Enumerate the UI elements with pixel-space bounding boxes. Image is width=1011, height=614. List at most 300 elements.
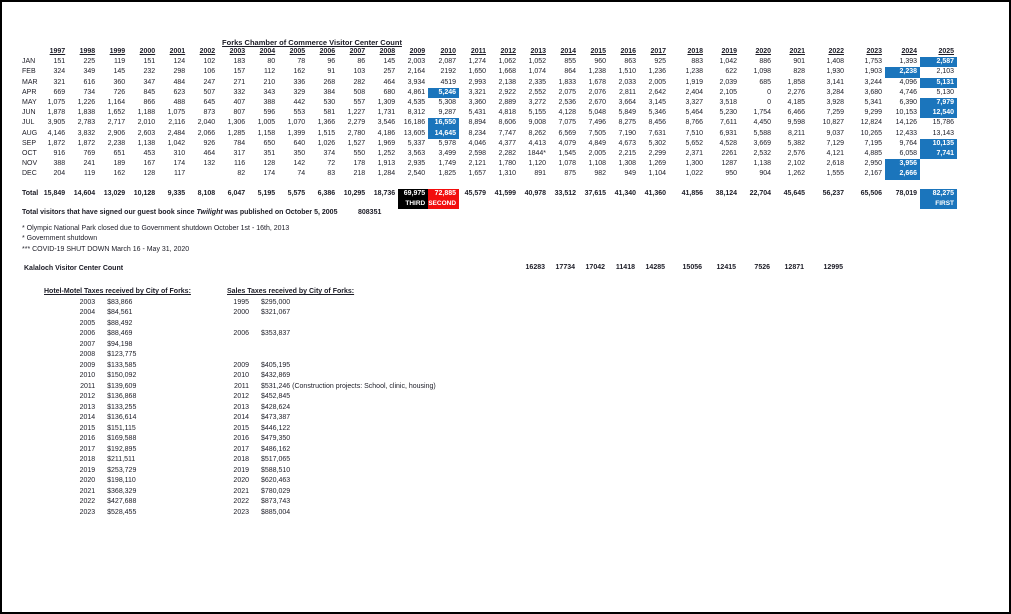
cell-JAN-2001: 124 [173,58,186,66]
cell-SEP-2002: 926 [203,139,216,147]
cell-JUN-2014: 4,128 [558,109,577,117]
year-header-2017: 2017 [650,48,667,55]
cell-MAR-2014: 1,833 [558,78,577,86]
cell-SEP-2011: 4,046 [468,139,487,147]
cell-MAY-2004: 388 [263,99,276,107]
hotel-tax-amount-2010: $150,092 [107,372,137,379]
rank-empty-2011 [459,199,489,209]
cell-FEB-2025: 2,103 [936,68,955,76]
rank-empty-1998 [68,199,98,209]
cell-JUN-1999: 1,652 [107,109,126,117]
kalaloch-value-2004 [248,263,278,273]
cell-DEC-2017: 1,104 [648,170,667,178]
total-cell-1999: 13,029 [103,189,126,197]
rank-empty-1997 [38,199,68,209]
hotel-tax-year-2010: 2010 [79,372,96,379]
year-header-2002: 2002 [199,48,216,55]
cell-OCT-2002: 464 [203,150,216,158]
cell-AUG-2003: 1,285 [227,129,246,137]
cell-OCT-2010: 3,499 [438,150,457,158]
cell-MAY-2012: 2,889 [498,99,517,107]
cell-MAR-2013: 2,335 [528,78,547,86]
cell-JUN-2024: 10,153 [895,109,918,117]
cell-APR-2004: 343 [263,88,276,96]
hotel-tax-amount-2014: $136,614 [107,414,137,421]
cell-JUN-2017: 5,346 [648,109,667,117]
cell-JUN-2002: 873 [203,109,216,117]
kalaloch-value-1997 [38,263,68,273]
cell-APR-2011: 3,321 [468,88,487,96]
total-cell-2023: 65,506 [860,189,883,197]
guestbook-text-prefix: Total visitors that have signed our guest book since [22,209,197,216]
cell-SEP-2008: 1,969 [377,139,396,147]
year-header-2025: 2025 [938,48,955,55]
kalaloch-value-2016: 11418 [615,264,635,271]
year-header-2023: 2023 [866,48,883,55]
hotel-tax-amount-2004: $84,561 [107,309,133,316]
cell-DEC-2010: 1,825 [438,170,457,178]
cell-SEP-1998: 1,872 [77,139,96,147]
cell-AUG-2012: 7,747 [498,129,517,137]
cell-JUL-2004: 1,005 [257,119,276,127]
kalaloch-value-2024 [884,263,919,273]
year-header-2010: 2010 [440,48,457,55]
cell-MAR-2017: 2,005 [648,78,667,86]
cell-SEP-1999: 2,238 [107,139,126,147]
sales-tax-year-2016: 2016 [233,435,249,442]
cell-DEC-2008: 1,284 [377,170,396,178]
cell-FEB-2023: 1,903 [864,68,883,76]
hotel-tax-amount-2019: $253,729 [107,466,137,474]
cell-OCT-2013: 1844* [527,150,547,158]
cell-JAN-2009: 2,003 [407,58,426,66]
cell-FEB-2017: 1,236 [648,68,667,76]
hotel-tax-amount-2018: $211,511 [107,456,136,463]
month-label-NOV: NOV [22,160,38,168]
cell-SEP-2007: 1,527 [347,139,366,147]
cell-FEB-2000: 232 [143,68,156,76]
hotel-tax-amount-2022: $427,688 [107,498,137,505]
cell-APR-2010: 5,246 [428,88,459,98]
cell-MAY-2007: 557 [353,99,366,107]
cell-MAY-2002: 645 [203,99,216,107]
cell-APR-1998: 734 [83,88,96,96]
hotel-tax-amount-2006: $88,469 [107,330,133,337]
cell-JUN-2000: 1,188 [137,109,156,117]
rank-label-2025: FIRST [920,199,957,209]
cell-MAR-2020: 685 [759,78,772,86]
cell-JAN-1998: 225 [83,58,96,66]
cell-NOV-2007: 178 [353,160,366,168]
cell-APR-2024: 4,746 [899,88,918,96]
cell-OCT-2009: 3,563 [407,150,426,158]
cell-APR-2016: 2,811 [619,88,637,96]
total-cell-2005: 5,575 [287,189,306,197]
total-cell-2014: 33,512 [554,189,577,197]
total-cell-2009: 69,975 [398,189,428,199]
kalaloch-value-2015: 17042 [585,264,605,271]
visitor-count-table [22,47,957,209]
month-label-DEC: DEC [22,170,37,178]
cell-FEB-2006: 91 [327,68,336,76]
cell-DEC-1998: 119 [84,170,96,178]
cell-JUN-2008: 1,731 [377,109,396,117]
cell-DEC-2012: 1,310 [498,170,517,178]
total-cell-2006: 6,386 [317,189,336,197]
cell-JUN-2016: 5,849 [618,109,637,117]
cell-SEP-2009: 5,337 [407,139,426,147]
cell-JUL-2016: 8,275 [618,119,637,127]
cell-AUG-2014: 6,569 [558,129,577,137]
spacer-row [22,180,957,189]
cell-SEP-2013: 4,413 [528,139,547,147]
rank-empty-2012 [489,199,519,209]
total-cell-2016: 41,340 [614,189,637,197]
hotel-tax-year-2005: 2005 [79,319,96,327]
cell-APR-2008: 680 [383,88,396,96]
cell-JUL-2024: 14,126 [895,119,918,127]
cell-MAR-2018: 1,919 [685,78,704,86]
cell-MAR-1998: 616 [83,78,96,86]
cell-JAN-2020: 886 [759,58,772,66]
cell-JAN-2004: 80 [267,58,276,66]
cell-JUL-2018: 8,766 [685,119,704,127]
sales-tax-amount-blank-5 [249,350,436,361]
cell-NOV-2001: 174 [173,160,186,168]
cell-AUG-2020: 5,588 [753,129,772,137]
cell-OCT-2016: 2,215 [618,150,637,158]
cell-JAN-2025: 2,587 [920,57,957,67]
hotel-motel-tax-table [44,287,191,518]
hotel-tax-year-2009: 2009 [79,361,96,369]
cell-MAR-2016: 2,033 [618,78,637,86]
hotel-tax-year-2003: 2003 [79,298,96,306]
cell-AUG-2015: 7,505 [588,129,607,137]
cell-NOV-2009: 2,935 [407,160,426,168]
total-cell-2022: 56,237 [822,189,845,197]
cell-JAN-2006: 96 [327,58,336,66]
hotel-tax-year-2013: 2013 [79,403,96,411]
hotel-tax-amount-2003: $83,866 [107,298,133,306]
hotel-tax-year-2021: 2021 [79,487,96,495]
total-cell-2018: 41,856 [681,189,704,197]
guestbook-text-suffix: was published on October 5, 2005 [222,209,338,216]
sales-tax-year-2010: 2010 [233,372,249,379]
year-header-2016: 2016 [620,48,637,55]
cell-JAN-1997: 151 [53,58,66,66]
total-cell-2002: 8,108 [197,189,216,197]
sales-tax-amount-1995: $295,000 [261,298,291,306]
cell-JAN-2022: 1,408 [826,58,845,66]
cell-FEB-2018: 1,238 [685,68,704,76]
hotel-tax-year-2004: 2004 [79,309,96,316]
cell-AUG-2008: 4,186 [377,129,396,137]
year-header-2024: 2024 [901,48,918,55]
cell-OCT-2019: 2261 [721,150,738,158]
cell-DEC-2006: 83 [327,170,336,178]
cell-FEB-2012: 1,668 [498,68,517,76]
cell-JAN-2018: 883 [691,58,704,66]
rank-empty-2014 [549,199,579,209]
cell-FEB-2021: 828 [793,68,806,76]
year-header-1999: 1999 [109,48,126,55]
cell-JAN-2012: 1,062 [498,58,517,66]
cell-AUG-2009: 13,605 [403,129,426,137]
cell-JUL-2000: 2,010 [137,119,156,127]
kalaloch-row-spacer [22,263,38,273]
sales-tax-year-2017: 2017 [233,445,249,453]
cell-MAY-2006: 530 [323,99,336,107]
month-label-AUG: AUG [22,129,38,137]
cell-JUL-2007: 2,279 [347,119,366,127]
cell-MAY-2011: 3,360 [468,99,487,107]
year-header-2001: 2001 [169,48,186,55]
footnote-government-shutdown: * Government shutdown [22,235,98,243]
cell-NOV-2003: 116 [234,160,246,168]
cell-APR-2012: 2,922 [498,88,517,96]
cell-DEC-2023: 2,167 [864,170,883,178]
cell-OCT-2001: 310 [173,150,186,158]
cell-MAR-2022: 3,141 [826,78,845,86]
cell-MAY-2019: 3,518 [719,99,738,107]
cell-JAN-2011: 1,274 [468,58,487,66]
cell-MAR-2015: 1,678 [588,78,607,86]
cell-SEP-2003: 784 [233,139,246,147]
cell-OCT-2003: 317 [233,150,246,158]
cell-DEC-2018: 1,022 [685,170,704,178]
rank-empty-1999 [98,199,128,209]
kalaloch-value-2021: 12871 [784,264,804,271]
cell-APR-2020: 0 [767,88,772,96]
hotel-tax-year-2022: 2022 [79,498,96,505]
rank-empty-2008 [368,199,398,209]
rank-empty-2006 [308,199,338,209]
kalaloch-value-2002 [188,263,218,273]
sales-tax-amount-2021: $780,029 [261,487,291,495]
cell-AUG-2018: 7,510 [685,129,704,137]
cell-NOV-1997: 388 [53,160,66,168]
rank-empty-2021 [774,199,808,209]
cell-AUG-2002: 2,066 [197,129,216,137]
cell-JUL-1999: 2,717 [107,119,126,127]
cell-MAR-2012: 2,138 [498,78,517,86]
cell-SEP-2024: 9,764 [899,139,918,147]
cell-SEP-2020: 3,669 [753,139,772,147]
year-header-2000: 2000 [139,48,156,55]
total-cell-2001: 9,335 [167,189,186,197]
cell-AUG-1999: 2,906 [107,129,126,137]
sales-tax-body [227,298,436,519]
hotel-tax-year-2008: 2008 [79,351,96,358]
cell-SEP-2014: 4,079 [558,139,577,147]
cell-DEC-2013: 891 [534,170,547,178]
sales-tax-amount-2014: $473,387 [261,414,291,421]
cell-MAY-2025: 7,979 [920,98,957,108]
cell-JUL-2011: 8,894 [468,119,487,127]
cell-JUN-2011: 5,431 [468,109,487,117]
cell-MAR-2000: 347 [143,78,156,86]
total-cell-2024: 78,019 [895,189,918,197]
cell-AUG-1997: 4,146 [47,129,66,137]
guestbook-book-title: Twilight [196,209,223,216]
cell-JUN-2023: 9,299 [864,109,883,117]
cell-FEB-2014: 864 [564,68,577,76]
cell-JUN-2022: 7,259 [826,109,845,117]
kalaloch-value-2012 [488,263,518,273]
cell-NOV-2002: 132 [203,160,216,168]
cell-DEC-2021: 1,262 [787,170,806,178]
hotel-tax-amount-2011: $139,609 [107,382,137,390]
total-cell-2015: 37,615 [584,189,607,197]
sales-tax-year-2021: 2021 [233,487,249,495]
sales-tax-amount-2020: $620,463 [261,477,291,484]
hotel-tax-amount-2015: $151,115 [107,424,136,432]
cell-NOV-1998: 241 [83,160,96,168]
cell-NOV-2008: 1,913 [377,160,396,168]
cell-NOV-2005: 142 [293,160,306,168]
cell-JUL-2023: 12,824 [860,119,883,127]
cell-SEP-2018: 5,652 [685,139,704,147]
cell-FEB-2013: 1,074 [528,68,547,76]
cell-JUN-2007: 1,227 [347,109,366,117]
cell-MAY-2024: 6,390 [899,99,918,107]
cell-APR-2003: 332 [233,88,246,96]
cell-JUN-2009: 8,312 [407,109,426,117]
cell-MAY-2020: 0 [767,99,772,107]
cell-MAR-2007: 282 [353,78,366,86]
cell-MAR-1997: 321 [53,78,66,86]
cell-NOV-2004: 128 [263,160,276,168]
year-header-1997: 1997 [49,48,66,55]
sales-tax-amount-2018: $517,065 [261,456,291,463]
cell-NOV-2017: 1,269 [648,160,667,168]
sales-tax-amount-2019: $588,510 [261,466,291,474]
cell-SEP-2023: 7,195 [864,139,883,147]
kalaloch-value-2009 [398,263,428,273]
hotel-tax-year-2020: 2020 [79,477,96,484]
hotel-tax-amount-2012: $136,868 [107,393,137,400]
sales-tax-amount-2023: $885,004 [261,508,291,516]
month-label-JUN: JUN [22,109,36,117]
month-label-SEP: SEP [22,139,37,147]
rank-empty-2023 [847,199,885,209]
cell-OCT-2020: 2,532 [753,150,772,158]
cell-JAN-2007: 86 [357,58,366,66]
total-cell-2019: 38,124 [715,189,738,197]
year-header-2015: 2015 [590,48,607,55]
cell-OCT-2000: 453 [143,150,156,158]
hotel-tax-year-2015: 2015 [79,424,96,432]
cell-MAY-2014: 2,536 [558,99,577,107]
hotel-tax-year-2019: 2019 [79,466,96,474]
total-cell-1998: 14,604 [73,189,96,197]
cell-DEC-2016: 949 [624,170,637,178]
hotel-tax-amount-2005: $88,492 [107,319,133,327]
cell-NOV-2006: 72 [327,160,336,168]
cell-MAR-2003: 271 [233,78,246,86]
month-label-MAY: MAY [22,99,37,107]
cell-FEB-2024: 2,238 [885,67,920,77]
cell-AUG-2005: 1,399 [287,129,306,137]
cell-JUN-2020: 1,754 [753,109,772,117]
cell-OCT-2007: 550 [353,150,366,158]
hotel-motel-tax-header: Hotel-Motel Taxes received by City of Forks: [44,288,191,295]
year-header-2011: 2011 [470,48,487,55]
cell-OCT-2021: 2,576 [787,150,806,158]
cell-SEP-2019: 4,528 [719,139,738,147]
cell-AUG-2007: 2,780 [347,129,366,137]
cell-MAR-2011: 2,993 [468,78,487,86]
rank-empty-2002 [188,199,218,209]
cell-DEC-2015: 982 [594,170,607,178]
kalaloch-section-label: Kalaloch Visitor Center Count [24,265,124,272]
cell-APR-2017: 2,642 [648,88,667,96]
cell-JUN-1997: 1,878 [47,109,66,117]
cell-MAY-2015: 2,670 [588,99,607,107]
cell-JUN-2019: 5,230 [719,109,738,117]
year-header-2020: 2020 [755,48,772,55]
hotel-tax-amount-2020: $198,110 [107,477,136,484]
cell-JUL-2001: 2,116 [168,119,186,127]
cell-DEC-2007: 218 [353,170,366,178]
cell-MAR-2019: 2,039 [719,78,738,86]
cell-OCT-2004: 351 [263,150,276,158]
cell-AUG-2021: 8,211 [788,129,806,137]
cell-FEB-2001: 298 [173,68,186,76]
rank-empty-2003 [218,199,248,209]
sales-tax-year-2014: 2014 [233,414,249,421]
hotel-tax-year-2006: 2006 [79,330,96,337]
cell-AUG-2024: 12,433 [895,129,918,137]
cell-DEC-2000: 128 [143,170,156,178]
cell-JUN-2001: 1,075 [167,109,186,117]
cell-DEC-2019: 950 [725,170,738,178]
cell-FEB-2019: 622 [725,68,738,76]
cell-JUL-2006: 1,366 [317,119,336,127]
cell-AUG-2017: 7,631 [648,129,667,137]
cell-MAR-2024: 4,096 [899,78,918,86]
cell-APR-2023: 3,680 [864,88,883,96]
cell-SEP-2006: 1,026 [317,139,336,147]
cell-MAR-2008: 464 [383,78,396,86]
month-label-APR: APR [22,88,37,96]
guestbook-line [22,209,502,221]
hotel-tax-amount-2016: $169,588 [107,435,137,442]
cell-DEC-2004: 174 [263,170,276,178]
sales-tax-amount-2009: $405,195 [261,361,291,369]
total-cell-2007: 10,295 [343,189,366,197]
cell-JUL-2022: 10,827 [822,119,845,127]
cell-JUN-2010: 9,287 [438,109,457,117]
kalaloch-value-2010 [428,263,458,273]
total-cell-2012: 41,599 [494,189,517,197]
cell-DEC-2002 [188,169,218,179]
kalaloch-value-2018: 15056 [682,264,702,271]
cell-MAY-2013: 3,272 [528,99,547,107]
sales-tax-amount-2017: $486,162 [261,445,291,453]
cell-AUG-2023: 10,265 [860,129,883,137]
cell-JAN-2014: 855 [564,58,577,66]
cell-JAN-2019: 1,042 [719,58,738,66]
cell-MAY-2016: 3,664 [618,99,637,107]
cell-JAN-2008: 145 [383,58,396,66]
cell-AUG-2025: 13,143 [932,129,955,137]
hotel-tax-year-2016: 2016 [79,435,96,442]
cell-OCT-2017: 2,299 [648,150,667,158]
cell-JUN-2013: 5,155 [528,109,547,117]
sales-tax-amount-2010: $432,869 [261,372,291,379]
cell-FEB-2009: 2,164 [407,68,426,76]
